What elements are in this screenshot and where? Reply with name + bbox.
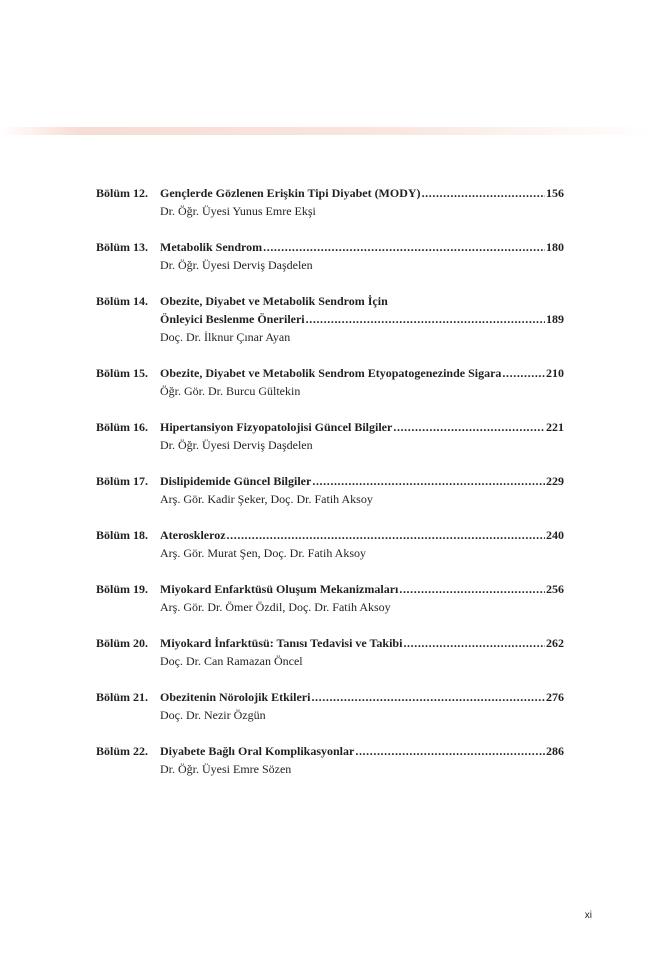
- chapter-title-line: [160, 238, 564, 256]
- toc-entry-body: [160, 526, 564, 562]
- chapter-title: Hipertansiyon Fizyopatolojisi Güncel Bilgiler: [160, 420, 393, 434]
- dot-leader: [227, 526, 545, 544]
- chapter-title: Gençlerde Gözlenen Erişkin Tipi Diyabet (MODY): [160, 186, 421, 200]
- dot-leader: [399, 580, 545, 598]
- toc-entry-body: [160, 688, 564, 724]
- toc-entry-body: [160, 238, 564, 274]
- chapter-page-number: 240: [546, 528, 564, 542]
- chapter-title: Obezite, Diyabet ve Metabolik Sendrom Etyopatogenezinde Sigara: [160, 366, 502, 380]
- chapter-title-first-line: Obezite, Diyabet ve Metabolik Sendrom İçin: [160, 294, 388, 308]
- toc-entry-18[interactable]: [96, 526, 564, 580]
- chapter-author: Arş. Gör. Murat Şen, Doç. Dr. Fatih Aksoy: [160, 546, 366, 560]
- chapter-page-number: 286: [546, 744, 564, 758]
- chapter-page-number: 221: [546, 420, 564, 434]
- toc-entry-21[interactable]: [96, 688, 564, 742]
- chapter-number: Bölüm 12.: [96, 186, 149, 200]
- toc-entry-22[interactable]: [96, 742, 564, 796]
- chapter-title-line: [160, 580, 564, 598]
- toc-entry-body: [160, 742, 564, 778]
- toc-entry-15[interactable]: [96, 364, 564, 418]
- chapter-title-line: [160, 742, 564, 760]
- toc-entry-body: [160, 634, 564, 670]
- page-number: xi: [584, 910, 592, 921]
- chapter-title-line: [160, 418, 564, 436]
- chapter-author: Doç. Dr. Nezir Özgün: [160, 708, 266, 722]
- chapter-page-number: 156: [546, 186, 564, 200]
- toc-entry-body: [160, 472, 564, 508]
- dot-leader: [306, 310, 545, 328]
- chapter-title: Ateroskleroz: [160, 528, 226, 542]
- chapter-number: Bölüm 21.: [96, 690, 149, 704]
- chapter-author: Dr. Öğr. Üyesi Derviş Daşdelen: [160, 438, 313, 452]
- chapter-title-line: [160, 688, 564, 706]
- chapter-number: Bölüm 22.: [96, 744, 149, 758]
- table-of-contents: [96, 184, 564, 796]
- header-decorative-rule: [0, 127, 653, 135]
- toc-entry-16[interactable]: [96, 418, 564, 472]
- chapter-page-number: 210: [546, 366, 564, 380]
- dot-leader: [393, 418, 545, 436]
- chapter-title-line: [160, 184, 564, 202]
- chapter-page-number: 256: [546, 582, 564, 596]
- chapter-title: Dislipidemide Güncel Bilgiler: [160, 474, 312, 488]
- toc-entry-body: [160, 292, 564, 346]
- chapter-title: Miyokard Enfarktüsü Oluşum Mekanizmaları: [160, 582, 399, 596]
- chapter-page-number: 229: [546, 474, 564, 488]
- chapter-title: Obezitenin Nörolojik Etkileri: [160, 690, 311, 704]
- chapter-number: Bölüm 19.: [96, 582, 149, 596]
- chapter-page-number: 276: [546, 690, 564, 704]
- dot-leader: [263, 238, 545, 256]
- chapter-title-line: [160, 634, 564, 652]
- chapter-title: Miyokard İnfarktüsü: Tanısı Tedavisi ve Takibi: [160, 636, 403, 650]
- chapter-author: Dr. Öğr. Üyesi Derviş Daşdelen: [160, 258, 313, 272]
- toc-entry-17[interactable]: [96, 472, 564, 526]
- chapter-author: Arş. Gör. Kadir Şeker, Doç. Dr. Fatih Aksoy: [160, 492, 373, 506]
- dot-leader: [403, 634, 545, 652]
- toc-entry-19[interactable]: [96, 580, 564, 634]
- toc-entry-body: [160, 184, 564, 220]
- chapter-author: Öğr. Gör. Dr. Burcu Gültekin: [160, 384, 301, 398]
- chapter-number: Bölüm 20.: [96, 636, 149, 650]
- chapter-number: Bölüm 17.: [96, 474, 149, 488]
- chapter-title: Metabolik Sendrom: [160, 240, 263, 254]
- chapter-number: Bölüm 16.: [96, 420, 149, 434]
- chapter-title-line: [160, 364, 564, 382]
- dot-leader: [502, 364, 545, 382]
- chapter-title-line: [160, 526, 564, 544]
- dot-leader: [311, 688, 545, 706]
- toc-entry-12[interactable]: [96, 184, 564, 238]
- toc-entry-body: [160, 580, 564, 616]
- toc-entry-14[interactable]: [96, 292, 564, 364]
- chapter-page-number: 189: [546, 312, 564, 326]
- chapter-page-number: 262: [546, 636, 564, 650]
- chapter-author: Dr. Öğr. Üyesi Yunus Emre Ekşi: [160, 204, 316, 218]
- chapter-number: Bölüm 14.: [96, 294, 149, 308]
- chapter-author: Doç. Dr. Can Ramazan Öncel: [160, 654, 303, 668]
- dot-leader: [422, 184, 545, 202]
- dot-leader: [312, 472, 545, 490]
- chapter-title-line: [160, 472, 564, 490]
- chapter-title-line: [160, 310, 564, 328]
- chapter-author: Arş. Gör. Dr. Ömer Özdil, Doç. Dr. Fatih Aksoy: [160, 600, 391, 614]
- chapter-title: Diyabete Bağlı Oral Komplikasyonlar: [160, 744, 355, 758]
- chapter-author: Dr. Öğr. Üyesi Emre Sözen: [160, 762, 292, 776]
- toc-entry-20[interactable]: [96, 634, 564, 688]
- toc-entry-body: [160, 418, 564, 454]
- chapter-number: Bölüm 15.: [96, 366, 149, 380]
- toc-entry-13[interactable]: [96, 238, 564, 292]
- toc-entry-body: [160, 364, 564, 400]
- chapter-author: Doç. Dr. İlknur Çınar Ayan: [160, 330, 291, 344]
- dot-leader: [355, 742, 545, 760]
- chapter-number: Bölüm 13.: [96, 240, 149, 254]
- chapter-number: Bölüm 18.: [96, 528, 149, 542]
- chapter-title: Önleyici Beslenme Önerileri: [160, 312, 305, 326]
- chapter-page-number: 180: [546, 240, 564, 254]
